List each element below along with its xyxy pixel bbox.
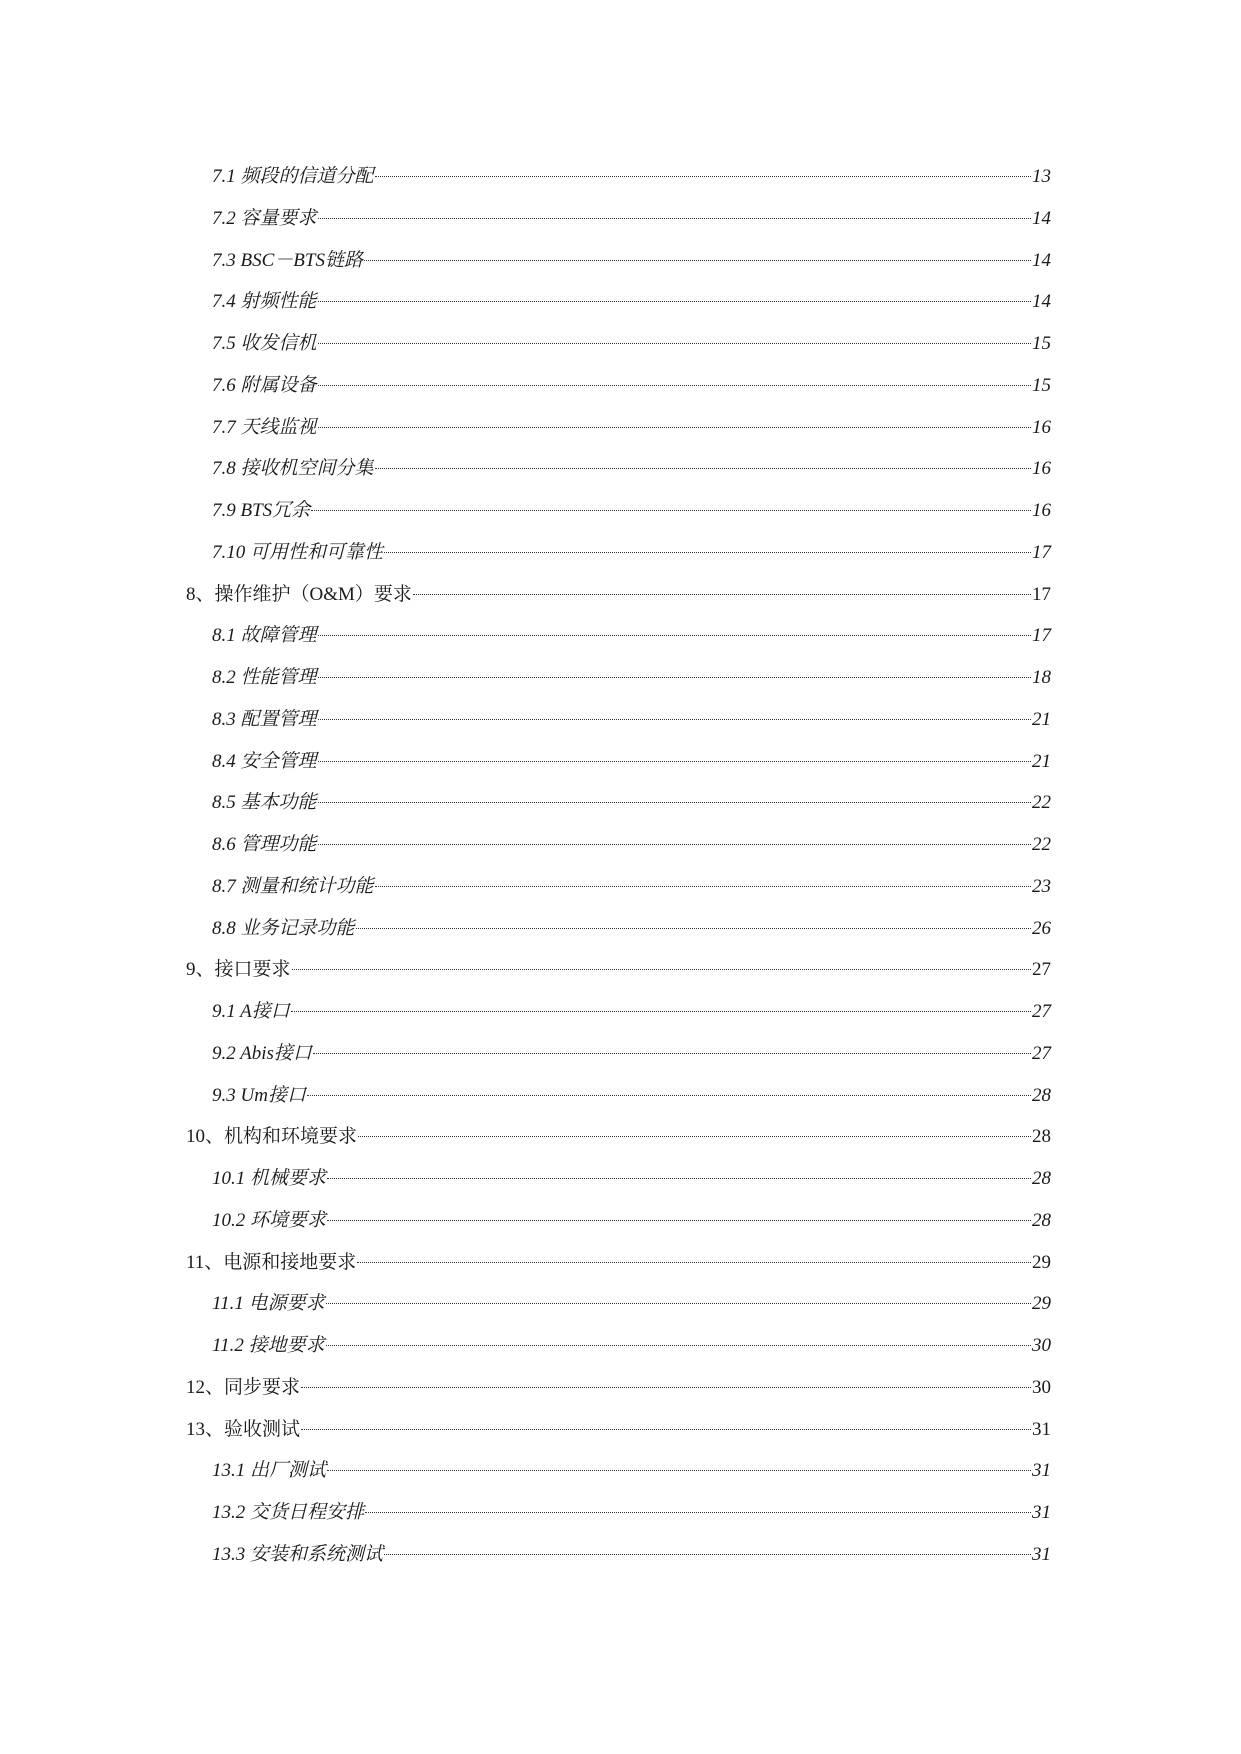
toc-entry-title: 11.1 电源要求 <box>212 1293 325 1315</box>
toc-entry[interactable] <box>0 1452 1241 1494</box>
dot-leader <box>301 1369 1031 1393</box>
dot-leader <box>311 492 1031 516</box>
toc-entry[interactable] <box>0 743 1241 785</box>
toc-entry-line <box>212 242 1051 273</box>
toc-entry-title: 8.4 安全管理 <box>212 750 317 772</box>
dot-leader <box>357 1244 1031 1268</box>
toc-entry-title: 9、接口要求 <box>186 959 291 981</box>
toc-entry[interactable] <box>0 158 1241 200</box>
dot-leader <box>318 743 1031 767</box>
toc-entry-line <box>212 1494 1051 1525</box>
toc-entry-line <box>212 1536 1051 1567</box>
toc-entry-line <box>212 450 1051 481</box>
dot-leader <box>327 1452 1031 1476</box>
toc-entry-page-number: 14 <box>1032 249 1051 271</box>
toc-entry[interactable] <box>0 826 1241 868</box>
toc-entry-title: 10.2 环境要求 <box>212 1209 327 1231</box>
toc-entry-page-number: 27 <box>1032 959 1051 981</box>
toc-entry[interactable] <box>0 1536 1241 1578</box>
toc-entry-title: 7.6 附属设备 <box>212 374 317 396</box>
toc-entry-line <box>186 951 1051 982</box>
toc-entry-title: 10.1 机械要求 <box>212 1168 327 1189</box>
toc-entry-page-number: 30 <box>1032 1376 1051 1398</box>
dot-leader <box>326 1327 1031 1351</box>
toc-entry-line <box>212 910 1051 941</box>
toc-entry-title: 10、机构和环境要求 <box>186 1126 358 1148</box>
toc-entry-title: 9.1 A接口 <box>212 1001 290 1022</box>
dot-leader <box>384 534 1031 558</box>
toc-entry-page-number: 31 <box>1032 1543 1051 1565</box>
dot-leader <box>318 826 1031 850</box>
toc-entry-page-number: 16 <box>1032 458 1051 480</box>
toc-entry[interactable] <box>0 868 1241 910</box>
toc-entry-page-number: 13 <box>1032 166 1051 187</box>
toc-entry-page-number: 31 <box>1032 1502 1051 1523</box>
dot-leader <box>313 1035 1031 1059</box>
toc-entry[interactable] <box>0 450 1241 492</box>
toc-entry-page-number: 28 <box>1032 1209 1051 1231</box>
toc-entry-line <box>212 1452 1051 1483</box>
dot-leader <box>318 367 1031 391</box>
toc-entry[interactable] <box>0 576 1241 618</box>
toc-entry-line <box>186 576 1051 607</box>
toc-entry-line <box>212 1035 1051 1066</box>
toc-entry[interactable] <box>0 409 1241 451</box>
dot-leader <box>356 910 1031 934</box>
toc-entry-page-number: 15 <box>1032 333 1051 354</box>
toc-entry[interactable] <box>0 784 1241 826</box>
toc-entry-title: 13.1 出厂测试 <box>212 1460 327 1482</box>
dot-leader <box>327 1202 1031 1226</box>
toc-entry[interactable] <box>0 993 1241 1035</box>
toc-entry[interactable] <box>0 1160 1241 1202</box>
dot-leader <box>318 659 1031 683</box>
toc-entry-title: 8.8 业务记录功能 <box>212 917 355 939</box>
toc-entry-page-number: 17 <box>1032 583 1051 605</box>
toc-entry[interactable] <box>0 325 1241 367</box>
toc-entry[interactable] <box>0 367 1241 409</box>
toc-entry-page-number: 31 <box>1032 1418 1051 1440</box>
toc-entry-line <box>212 1160 1051 1191</box>
toc-entry-page-number: 22 <box>1032 792 1051 814</box>
toc-entry-title: 8.5 基本功能 <box>212 792 317 814</box>
toc-entry-line <box>212 158 1051 189</box>
toc-entry-page-number: 22 <box>1032 834 1051 855</box>
toc-entry[interactable] <box>0 1202 1241 1244</box>
toc-entry-line <box>212 200 1051 231</box>
toc-entry-page-number: 16 <box>1032 500 1051 521</box>
toc-entry-title: 11.2 接地要求 <box>212 1335 325 1356</box>
toc-entry-page-number: 21 <box>1032 750 1051 772</box>
dot-leader <box>318 283 1031 307</box>
toc-entry-title: 12、同步要求 <box>186 1376 301 1398</box>
toc-entry-title: 11、电源和接地要求 <box>186 1251 357 1273</box>
toc-entry-page-number: 29 <box>1032 1251 1051 1273</box>
toc-entry[interactable] <box>0 1244 1241 1286</box>
toc-entry-page-number: 28 <box>1032 1084 1051 1106</box>
toc-entry[interactable] <box>0 1035 1241 1077</box>
toc-entry-title: 9.3 Um接口 <box>212 1084 306 1106</box>
toc-entry-line <box>212 743 1051 774</box>
toc-entry-line <box>212 701 1051 732</box>
dot-leader <box>375 868 1031 892</box>
toc-entry-line <box>212 1202 1051 1233</box>
toc-entry-title: 7.8 接收机空间分集 <box>212 458 374 480</box>
toc-entry-line <box>212 826 1051 857</box>
toc-entry-line <box>212 325 1051 356</box>
toc-entry-line <box>186 1369 1051 1400</box>
toc-entry-title: 7.7 天线监视 <box>212 416 317 438</box>
toc-entry-page-number: 29 <box>1032 1293 1051 1315</box>
toc-entry-line <box>212 492 1051 523</box>
toc-entry[interactable] <box>0 492 1241 534</box>
dot-leader <box>413 576 1031 600</box>
dot-leader <box>358 1118 1031 1142</box>
dot-leader <box>375 450 1031 474</box>
dot-leader <box>326 1285 1031 1309</box>
dot-leader <box>318 200 1031 224</box>
dot-leader <box>318 617 1031 641</box>
toc-entry[interactable] <box>0 659 1241 701</box>
toc-entry-line <box>212 617 1051 648</box>
dot-leader <box>291 993 1031 1017</box>
toc-entry-line <box>212 534 1051 565</box>
dot-leader <box>318 701 1031 725</box>
toc-entry-page-number: 21 <box>1032 708 1051 730</box>
toc-entry-page-number: 27 <box>1032 1001 1051 1022</box>
toc-entry-page-number: 30 <box>1032 1335 1051 1356</box>
toc-entry-title: 13.3 安装和系统测试 <box>212 1543 384 1565</box>
dot-leader <box>301 1411 1031 1435</box>
toc-entry-line <box>212 1327 1051 1358</box>
toc-entry-page-number: 27 <box>1032 1042 1051 1064</box>
toc-entry-line <box>212 283 1051 314</box>
dot-leader <box>365 1494 1031 1518</box>
toc-entry-title: 8.1 故障管理 <box>212 625 317 647</box>
toc-entry[interactable] <box>0 1494 1241 1536</box>
toc-entry-line <box>212 1285 1051 1316</box>
table-of-contents <box>0 158 1241 1578</box>
toc-entry-page-number: 15 <box>1032 374 1051 396</box>
dot-leader <box>292 951 1031 975</box>
toc-entry-line <box>212 1077 1051 1108</box>
dot-leader <box>375 158 1031 182</box>
toc-entry-page-number: 18 <box>1032 667 1051 688</box>
dot-leader <box>318 409 1031 433</box>
dot-leader <box>327 1160 1031 1184</box>
toc-entry-line <box>212 993 1051 1024</box>
toc-entry-line <box>212 784 1051 815</box>
toc-entry-line <box>186 1411 1051 1442</box>
toc-entry[interactable] <box>0 1077 1241 1119</box>
toc-entry-page-number: 28 <box>1032 1126 1051 1148</box>
toc-entry-title: 7.4 射频性能 <box>212 291 317 313</box>
toc-entry[interactable] <box>0 910 1241 952</box>
dot-leader <box>318 784 1031 808</box>
toc-entry[interactable] <box>0 283 1241 325</box>
dot-leader <box>384 1536 1031 1560</box>
toc-entry-title: 7.10 可用性和可靠性 <box>212 541 384 563</box>
toc-entry-line <box>212 409 1051 440</box>
toc-entry-title: 7.5 收发信机 <box>212 333 317 354</box>
toc-entry-title: 8.2 性能管理 <box>212 667 317 688</box>
dot-leader <box>364 242 1031 266</box>
toc-entry-title: 8.3 配置管理 <box>212 708 317 730</box>
toc-entry[interactable] <box>0 1369 1241 1411</box>
toc-entry-page-number: 14 <box>1032 207 1051 229</box>
toc-entry[interactable] <box>0 200 1241 242</box>
toc-entry-page-number: 26 <box>1032 917 1051 939</box>
toc-entry[interactable] <box>0 1327 1241 1369</box>
toc-entry-title: 13.2 交货日程安排 <box>212 1502 365 1523</box>
toc-entry-line <box>212 868 1051 899</box>
dot-leader <box>307 1077 1031 1101</box>
toc-entry-page-number: 28 <box>1032 1168 1051 1189</box>
toc-entry[interactable] <box>0 701 1241 743</box>
toc-entry-page-number: 31 <box>1032 1460 1051 1482</box>
toc-entry-line <box>212 659 1051 690</box>
toc-entry-title: 7.9 BTS冗余 <box>212 500 311 521</box>
dot-leader <box>318 325 1031 349</box>
toc-entry[interactable] <box>0 1118 1241 1160</box>
toc-entry-page-number: 14 <box>1032 291 1051 313</box>
toc-entry-title: 8.7 测量和统计功能 <box>212 875 374 897</box>
toc-entry-title: 7.2 容量要求 <box>212 207 317 229</box>
toc-entry-page-number: 17 <box>1032 625 1051 647</box>
toc-entry[interactable] <box>0 617 1241 659</box>
toc-entry-page-number: 17 <box>1032 541 1051 563</box>
toc-entry[interactable] <box>0 951 1241 993</box>
toc-entry[interactable] <box>0 1285 1241 1327</box>
toc-entry-page-number: 16 <box>1032 416 1051 438</box>
toc-entry-line <box>186 1244 1051 1275</box>
toc-entry-title: 7.3 BSC－BTS链路 <box>212 249 363 271</box>
toc-entry[interactable] <box>0 242 1241 284</box>
toc-entry-page-number: 23 <box>1032 875 1051 897</box>
toc-entry[interactable] <box>0 1411 1241 1453</box>
toc-entry-title: 9.2 Abis接口 <box>212 1042 312 1064</box>
toc-entry-title: 13、验收测试 <box>186 1418 301 1440</box>
toc-entry-title: 7.1 频段的信道分配 <box>212 166 374 187</box>
toc-entry[interactable] <box>0 534 1241 576</box>
toc-entry-title: 8.6 管理功能 <box>212 834 317 855</box>
toc-entry-line <box>212 367 1051 398</box>
toc-entry-title: 8、操作维护（O&M）要求 <box>186 583 412 605</box>
toc-entry-line <box>186 1118 1051 1149</box>
